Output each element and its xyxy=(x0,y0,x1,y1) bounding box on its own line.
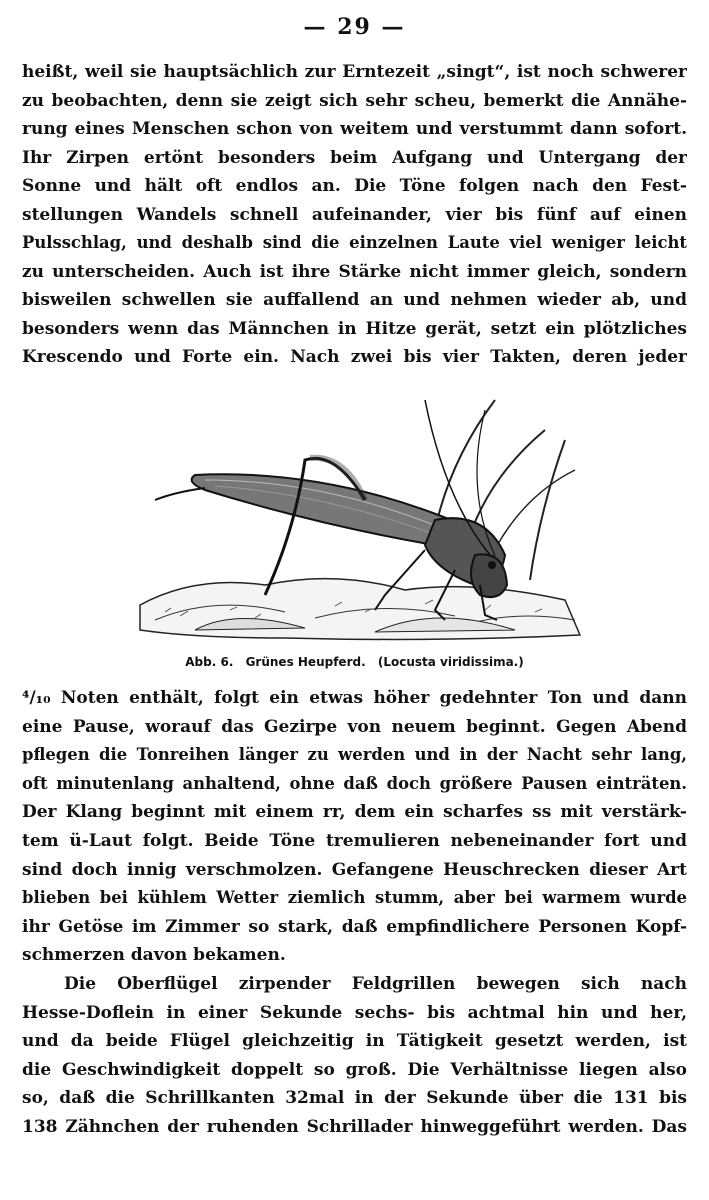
text-line: zu beobachten, denn sie zeigt sich sehr scheu, bemerkt die Annähe- xyxy=(22,90,687,111)
text-line: und da beide Flügel gleichzeitig in Tätigkeit gesetzt werden, ist xyxy=(22,1031,687,1052)
text-line: rung eines Menschen schon von weitem und verstummt dann sofort. xyxy=(22,119,687,139)
text-line: die Geschwindigkeit doppelt so groß. Die Verhältnisse liegen also xyxy=(22,1059,687,1080)
text-line: sind doch innig verschmolzen. Gefangene Heuschrecken dieser Art xyxy=(22,859,687,880)
text-line: 138 Zähnchen der ruhenden Schrillader hinweggeführt werden. Das xyxy=(22,1116,687,1137)
text-line: pflegen die Tonreihen länger zu werden und in der Nacht sehr lang, xyxy=(22,745,687,765)
text-line: heißt, weil sie hauptsächlich zur Erntezeit „singt“, ist noch schwerer xyxy=(22,62,687,82)
text-line: besonders wenn das Männchen in Hitze gerät, setzt ein plötzliches xyxy=(22,318,687,339)
text-line: Pulsschlag, und deshalb sind die einzelnen Laute viel weniger leicht xyxy=(22,233,687,252)
text-line: bisweilen schwellen sie auffallend an und nehmen wieder ab, und xyxy=(22,290,687,310)
paragraph-bottom xyxy=(22,684,687,1142)
page-number: — 29 — xyxy=(303,14,406,40)
text-line: stellungen Wandels schnell aufeinander, vier bis fünf auf einen xyxy=(22,204,687,225)
text-line: tem ü-Laut folgt. Beide Töne tremulieren nebeneinander fort und xyxy=(22,830,687,851)
paragraph-top xyxy=(22,58,687,372)
text-line: eine Pause, worauf das Gezirpe von neuem beginnt. Gegen Abend xyxy=(22,716,687,737)
text-line: Hesse-Doflein in einer Sekunde sechs- bis achtmal hin und her, xyxy=(22,1002,687,1023)
text-line: ihr Getöse im Zimmer so stark, daß empfindlichere Personen Kopf- xyxy=(22,916,687,937)
text-line: so, daß die Schrillkanten 32mal in der Sekunde über die 131 bis xyxy=(22,1088,687,1109)
figure-caption xyxy=(0,655,709,669)
text-line: schmerzen davon bekamen. xyxy=(22,945,286,966)
text-line: Die Oberflügel zirpender Feldgrillen bewegen sich nach xyxy=(64,973,687,994)
text-line: Krescendo und Forte ein. Nach zwei bis vier Takten, deren jeder xyxy=(22,347,687,367)
text-line: oft minutenlang anhaltend, ohne daß doch größere Pausen einträten. xyxy=(22,773,687,793)
grasshopper-illustration xyxy=(135,380,585,650)
figure-latin-name: (Locusta viridissima.) xyxy=(377,655,524,669)
text-line: Sonne und hält oft endlos an. Die Töne folgen nach den Fest- xyxy=(22,176,687,196)
text-line: ⁴/₁₀ Noten enthält, folgt ein etwas höher gedehnter Ton und dann xyxy=(22,688,687,708)
text-line: zu unterscheiden. Auch ist ihre Stärke nicht immer gleich, sondern xyxy=(22,261,687,282)
figure-title: Grünes Heupferd. xyxy=(245,655,366,669)
text-line: blieben bei kühlem Wetter ziemlich stumm, aber bei warmem wurde xyxy=(22,888,687,908)
text-line: Ihr Zirpen ertönt besonders beim Aufgang und Untergang der xyxy=(22,147,687,168)
text-line: Der Klang beginnt mit einem rr, dem ein scharfes ss mit verstärk- xyxy=(22,802,687,823)
figure-label: Abb. 6. xyxy=(185,655,234,669)
